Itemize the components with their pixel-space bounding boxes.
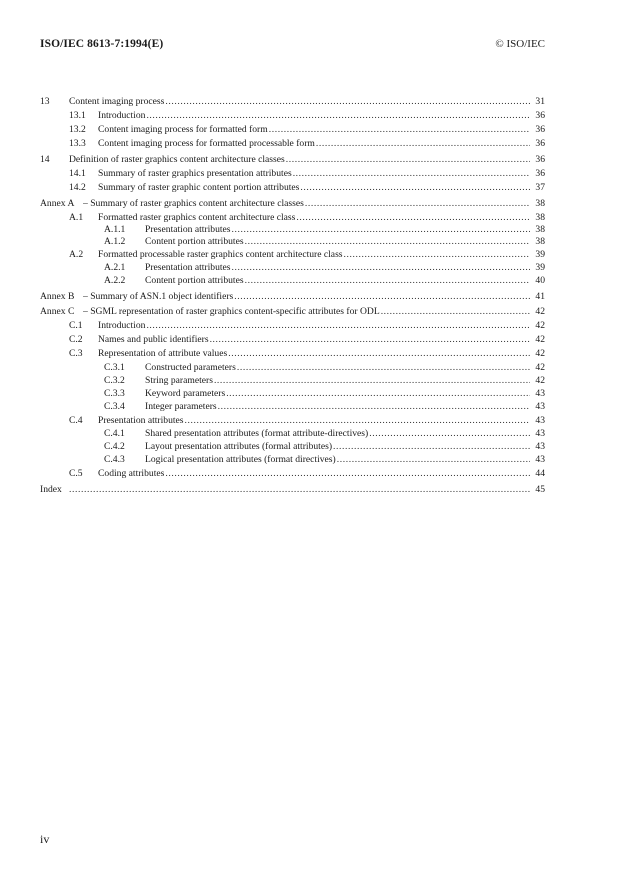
toc-entry[interactable] [0,95,621,109]
toc-entry-number: A.2 [69,249,84,260]
toc-entry-title: Constructed parameters [145,362,236,373]
dot-leader [210,333,530,347]
dot-leader [237,361,530,375]
toc-entry-title: Summary of raster graphics presentation attributes [98,168,292,179]
toc-entry-page: 45 [535,484,545,495]
toc-entry[interactable] [0,467,621,481]
toc-entry-leader [145,440,530,454]
toc-entry-title: Definition of raster graphics content architecture classes [69,154,285,165]
toc-entry-leader [98,347,530,361]
toc-entry-number: Annex C [40,306,75,317]
toc-entry-page: 36 [535,154,545,165]
toc-entry[interactable] [0,153,621,167]
toc-entry-leader [145,261,530,275]
toc-entry-title: Presentation attributes [145,224,231,235]
toc-entry-page: 43 [535,388,545,399]
toc-entry[interactable] [0,137,621,151]
toc-entry-leader [145,400,530,414]
toc-entry-leader [98,181,530,195]
toc-entry-number: C.4.2 [104,441,125,452]
toc-entry-leader [83,305,530,319]
dot-leader [69,483,530,497]
toc-entry-title: Content portion attributes [145,275,244,286]
toc-entry-page: 44 [535,468,545,479]
toc-entry[interactable] [0,414,621,428]
toc-entry-page: 43 [535,454,545,465]
toc-entry-number: C.3.3 [104,388,125,399]
toc-entry[interactable] [0,483,621,497]
toc-entry-number: C.5 [69,468,83,479]
toc-entry-title: Introduction [98,320,146,331]
toc-entry[interactable] [0,123,621,137]
toc-entry[interactable] [0,248,621,262]
toc-entry[interactable] [0,290,621,304]
toc-entry-title: Shared presentation attributes (format attribute-directives) [145,428,369,439]
toc-entry-number: 13.3 [69,138,86,149]
toc-entry-page: 38 [535,212,545,223]
toc-entry-title: – Summary of ASN.1 object identifiers [83,291,234,302]
toc-entry-title: Names and public identifiers [98,334,209,345]
toc-entry-leader [98,467,530,481]
toc-entry-number: C.3 [69,348,83,359]
toc-entry-leader [145,235,530,249]
toc-entry-title: Introduction [98,110,146,121]
toc-entry-page: 42 [535,334,545,345]
toc-entry-title: Presentation attributes [98,415,184,426]
dot-leader [165,95,530,109]
toc-entry-page: 43 [535,441,545,452]
dot-leader [337,453,530,467]
toc-entry[interactable] [0,109,621,123]
toc-entry-page: 36 [535,110,545,121]
dot-leader [165,467,530,481]
toc-entry-number: 13.2 [69,124,86,135]
toc-entry-number: C.3.2 [104,375,125,386]
dot-leader [369,427,530,441]
dot-leader [286,153,530,167]
dot-leader [293,167,530,181]
toc-entry-number: 14 [40,154,50,165]
toc-entry-page: 42 [535,306,545,317]
toc-entry[interactable] [0,333,621,347]
toc-entry[interactable] [0,319,621,333]
toc-entry-page: 43 [535,428,545,439]
toc-entry[interactable] [0,274,621,288]
toc-entry[interactable] [0,235,621,249]
toc-entry-title: Presentation attributes [145,262,231,273]
dot-leader [218,400,530,414]
toc-entry-page: 36 [535,138,545,149]
toc-entry-number: C.4.3 [104,454,125,465]
toc-entry-number: A.1 [69,212,84,223]
toc-entry-page: 42 [535,348,545,359]
toc-entry-leader [68,483,530,497]
toc-entry-title: Layout presentation attributes (formal attributes) [145,441,333,452]
dot-leader [245,274,530,288]
toc-entry[interactable] [0,387,621,401]
toc-entry-number: A.1.2 [104,236,126,247]
toc-entry-number: C.2 [69,334,83,345]
toc-entry[interactable] [0,361,621,375]
document-designation: ISO/IEC 8613-7:1994(E) [40,38,164,50]
toc-entry-number: Index [40,484,62,495]
dot-leader [228,347,530,361]
toc-entry-page: 42 [535,320,545,331]
toc-entry-leader [98,137,530,151]
toc-entry-leader [98,333,530,347]
toc-entry[interactable] [0,347,621,361]
toc-entry-number: C.4 [69,415,83,426]
toc-entry-title: – SGML representation of raster graphics content-specific attributes for ODL [83,306,380,317]
toc-entry-title: Logical presentation attributes (format directives) [145,454,336,465]
toc-entry-leader [98,167,530,181]
toc-entry-page: 36 [535,168,545,179]
toc-entry-title: Integer parameters [145,401,217,412]
toc-entry-number: Annex B [40,291,75,302]
dot-leader [234,290,530,304]
toc-entry[interactable] [0,374,621,388]
toc-entry[interactable] [0,440,621,454]
toc-entry-title: Coding attributes [98,468,165,479]
toc-entry-title: Formatted processable raster graphics content architecture class [98,249,343,260]
toc-entry[interactable] [0,453,621,467]
toc-entry[interactable] [0,305,621,319]
toc-entry-page: 37 [535,182,545,193]
toc-entry-leader [98,248,530,262]
toc-entry-leader [69,153,530,167]
toc-entry-title: String parameters [145,375,213,386]
toc-entry[interactable] [0,197,621,211]
toc-entry[interactable] [0,427,621,441]
toc-entry-title: Content imaging process for formatted processable form [98,138,315,149]
toc-entry-page: 39 [535,262,545,273]
dot-leader [300,181,530,195]
toc-entry-leader [98,109,530,123]
toc-entry[interactable] [0,181,621,195]
toc-entry-leader [145,374,530,388]
toc-entry-number: A.2.1 [104,262,126,273]
dot-leader [305,197,530,211]
toc-entry-page: 36 [535,124,545,135]
dot-leader [214,374,530,388]
toc-entry-page: 42 [535,375,545,386]
dot-leader [381,305,530,319]
toc-entry-leader [69,95,530,109]
toc-entry-leader [145,274,530,288]
toc-entry[interactable] [0,400,621,414]
toc-entry-leader [83,197,530,211]
toc-entry-leader [98,414,530,428]
toc-entry-page: 43 [535,401,545,412]
dot-leader [269,123,530,137]
toc-entry-leader [98,123,530,137]
dot-leader [226,387,530,401]
dot-leader [344,248,530,262]
toc-entry-page: 38 [535,198,545,209]
toc-entry-number: C.4.1 [104,428,125,439]
toc-entry-number: Annex A [40,198,75,209]
toc-entry-leader [145,427,530,441]
toc-entry-leader [83,290,530,304]
toc-entry-number: C.1 [69,320,83,331]
toc-entry-number: 14.1 [69,168,86,179]
toc-entry-title: Content imaging process [69,96,165,107]
toc-entry-leader [145,361,530,375]
toc-entry-number: 14.2 [69,182,86,193]
toc-entry-number: 13 [40,96,50,107]
toc-entry-title: Representation of attribute values [98,348,228,359]
dot-leader [185,414,530,428]
toc-entry-page: 42 [535,362,545,373]
toc-entry-number: A.2.2 [104,275,126,286]
toc-entry-title: Content portion attributes [145,236,244,247]
toc-entry-leader [145,453,530,467]
toc-entry-page: 43 [535,415,545,426]
toc-entry-title: – Summary of raster graphics content architecture classes [83,198,304,209]
toc-entry-page: 39 [535,249,545,260]
toc-entry-page: 38 [535,236,545,247]
dot-leader [146,319,530,333]
toc-entry-number: C.3.1 [104,362,125,373]
dot-leader [245,235,530,249]
toc-entry-leader [145,387,530,401]
toc-entry[interactable] [0,261,621,275]
dot-leader [333,440,530,454]
toc-entry-number: A.1.1 [104,224,126,235]
toc-entry-page: 31 [535,96,545,107]
dot-leader [146,109,530,123]
toc-entry-leader [98,319,530,333]
toc-entry-number: C.3.4 [104,401,125,412]
toc-entry-page: 40 [535,275,545,286]
page-number: iv [40,832,50,846]
toc-entry[interactable] [0,167,621,181]
toc-entry-title: Formatted raster graphics content architecture class [98,212,296,223]
toc-entry-title: Content imaging process for formatted form [98,124,268,135]
toc-entry-number: 13.1 [69,110,86,121]
toc-entry-title: Summary of raster graphic content portion attributes [98,182,300,193]
toc-entry-page: 38 [535,224,545,235]
toc-entry-page: 41 [535,291,545,302]
dot-leader [316,137,530,151]
copyright-notice: © ISO/IEC [495,38,545,50]
toc-entry-title: Keyword parameters [145,388,226,399]
dot-leader [232,261,530,275]
